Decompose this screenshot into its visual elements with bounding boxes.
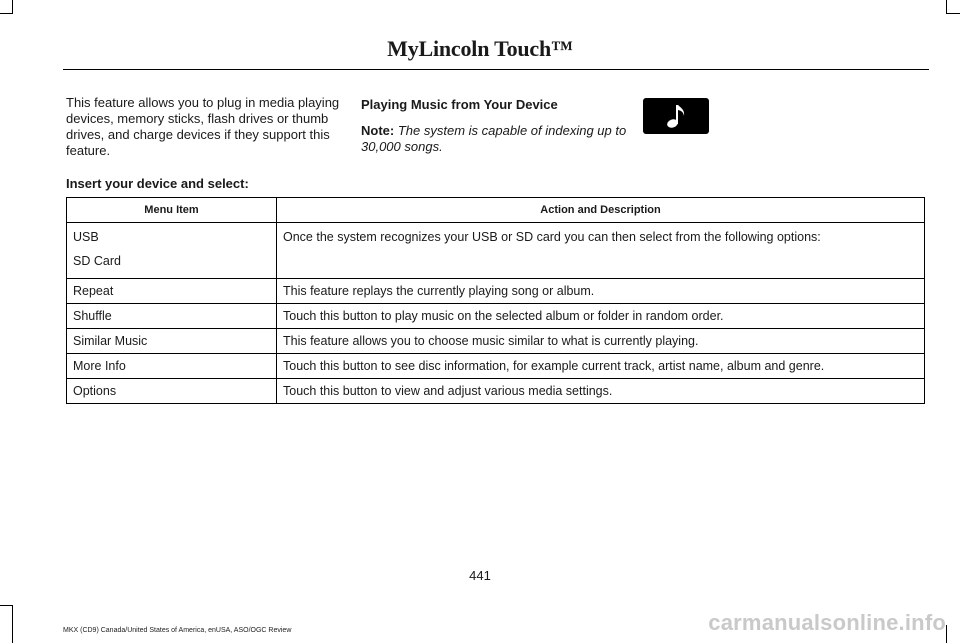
column-header-menu-item: Menu Item (67, 198, 277, 223)
music-note-icon (643, 98, 709, 134)
crop-mark-bottom-right-v (946, 625, 947, 643)
section-heading: Playing Music from Your Device (361, 97, 558, 112)
description-cell: This feature allows you to choose music similar to what is currently playing. (277, 329, 925, 354)
description-cell: Touch this button to play music on the selected album or folder in random order. (277, 304, 925, 329)
table-row (67, 329, 925, 354)
menu-item: USB (73, 230, 99, 244)
note-label: Note: (361, 123, 395, 138)
menu-item-cell (67, 223, 277, 279)
menu-item: Options (67, 379, 277, 404)
table-header-row (67, 198, 925, 223)
page-number: 441 (469, 568, 491, 583)
crop-mark-bottom-left-h (0, 605, 13, 606)
description-cell: Touch this button to view and adjust various media settings. (277, 379, 925, 404)
crop-mark-top-left-v (12, 0, 13, 14)
menu-table (66, 197, 925, 404)
menu-item: Similar Music (67, 329, 277, 354)
menu-item: SD Card (73, 254, 121, 268)
description-cell: Touch this button to see disc information, for example current track, artist name, album and genre. (277, 354, 925, 379)
note-paragraph (361, 123, 641, 155)
table-row (67, 279, 925, 304)
table-row (67, 379, 925, 404)
footer-note: MKX (CD9) Canada/United States of America, enUSA, ASO/OGC Review (63, 627, 292, 634)
note-text: The system is capable of indexing up to 30,000 songs. (361, 123, 627, 154)
header-divider (63, 69, 929, 70)
column-header-action: Action and Description (277, 198, 925, 223)
crop-mark-top-right-v (946, 0, 947, 14)
table-row (67, 354, 925, 379)
crop-mark-top-right-h (946, 13, 960, 14)
page-title: MyLincoln Touch™ (387, 36, 573, 61)
music-note-glyph (665, 103, 687, 129)
menu-item: Shuffle (67, 304, 277, 329)
description-cell: Once the system recognizes your USB or SD card you can then select from the following options: (277, 223, 925, 279)
menu-item: Repeat (67, 279, 277, 304)
watermark: carmanualsonline.info (708, 610, 946, 635)
crop-mark-top-left-h (0, 13, 13, 14)
crop-mark-bottom-left-v (12, 605, 13, 643)
table-row (67, 304, 925, 329)
description-cell: This feature replays the currently playing song or album. (277, 279, 925, 304)
table-intro: Insert your device and select: (66, 176, 249, 191)
intro-paragraph: This feature allows you to plug in media playing devices, memory sticks, flash drives or thumb drives, and charge devices if they support this feature. (66, 95, 340, 158)
table-row (67, 223, 925, 279)
menu-item: More Info (67, 354, 277, 379)
